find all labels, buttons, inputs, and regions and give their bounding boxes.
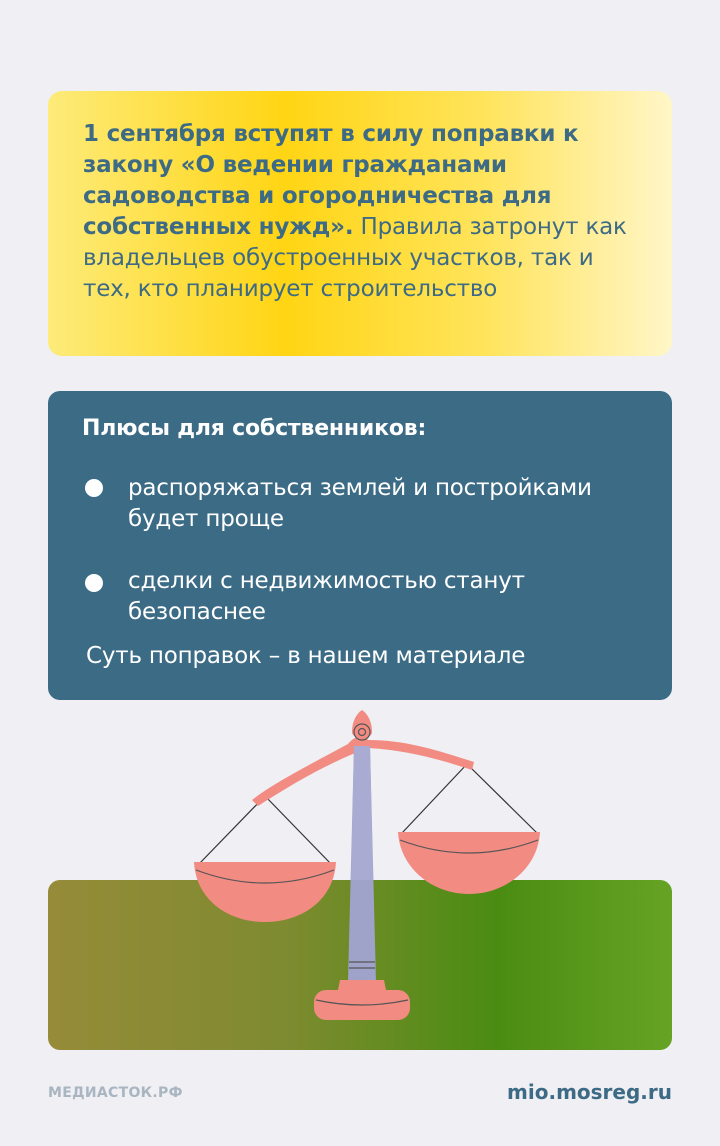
left-pan	[194, 862, 336, 922]
right-pan	[398, 832, 540, 894]
intro-bold-text: 1 сентября вступят в силу поправки к закону «О ведении гражданами садоводства и огородничества для собственных нужд».	[83, 121, 579, 240]
intro-text	[83, 119, 640, 305]
left-string	[198, 796, 265, 865]
media-brand-label: МЕДИАСТОК.РФ	[48, 1085, 183, 1101]
intro-regular-text: Правила затронут как владельцев обустроенных участков, так и тех, кто планирует строительство	[83, 214, 627, 302]
benefits-title: Плюсы для собственников:	[82, 416, 427, 441]
benefits-footer-text: Суть поправок – в нашем материале	[86, 643, 526, 669]
benefits-card	[48, 391, 672, 700]
scales-base-neck	[338, 980, 386, 990]
bullet-icon	[85, 479, 103, 497]
site-link[interactable]: mio.mosreg.ru	[507, 1080, 672, 1104]
scales-pole-highlight	[351, 746, 373, 880]
right-string	[467, 764, 537, 833]
bullet-icon	[85, 574, 103, 592]
right-string	[402, 764, 467, 833]
intro-card	[48, 91, 672, 356]
left-string	[265, 796, 332, 865]
scales-of-justice-icon	[180, 700, 560, 1030]
pivot-icon	[354, 724, 370, 740]
benefit-item: распоряжаться землей и постройками будет проще	[128, 475, 592, 532]
benefit-item: сделки с недвижимостью станут безопаснее	[128, 568, 525, 625]
